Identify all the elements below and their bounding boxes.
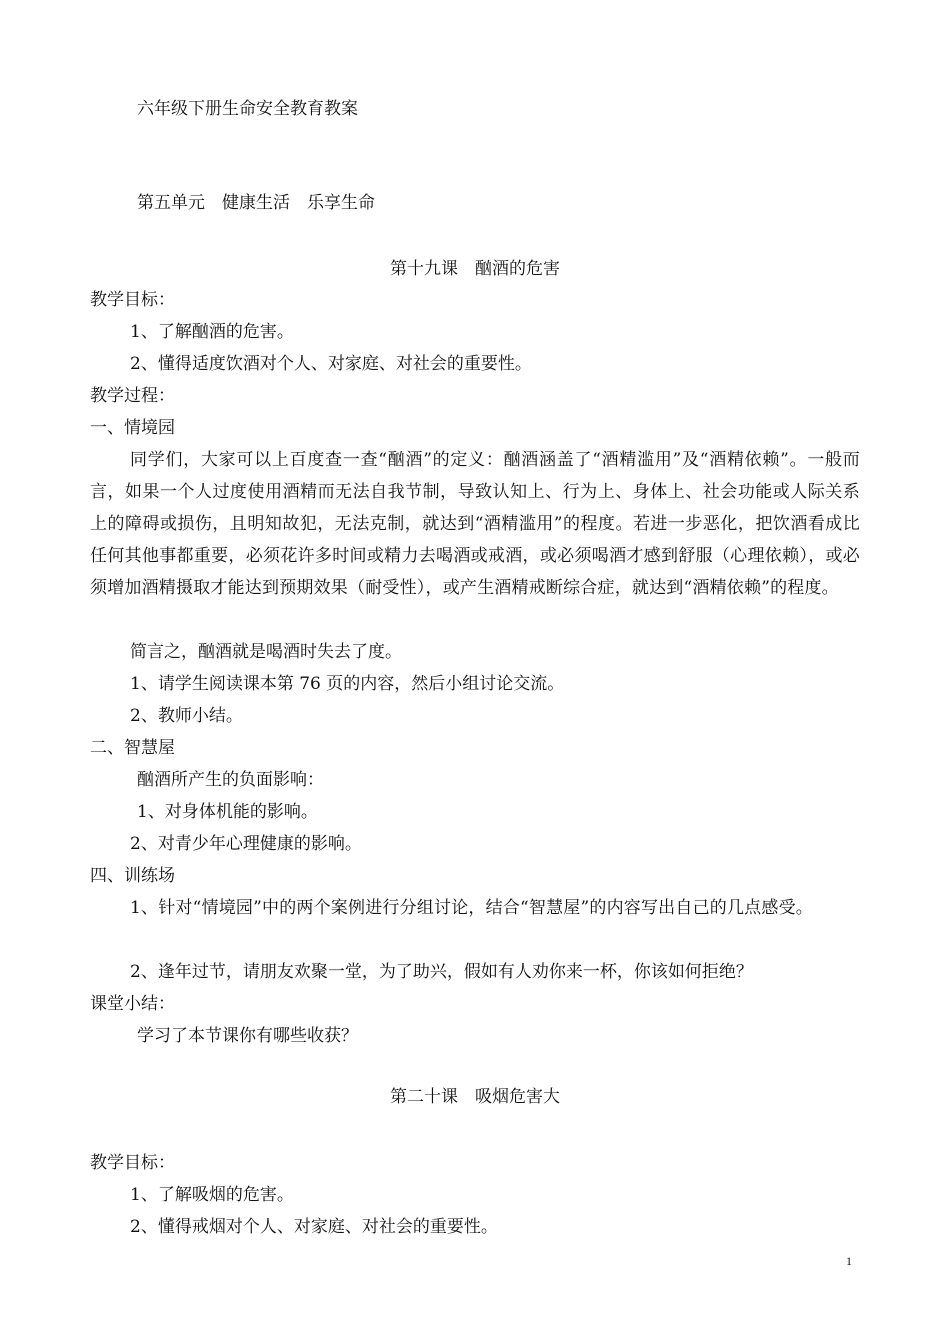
lesson20-goals-heading: 教学目标： [90,1153,175,1173]
section2-intro: 酗酒所产生的负面影响： [137,770,324,790]
unit-title: 第五单元 健康生活 乐享生命 [137,193,375,213]
lesson19-goal-1: 1、了解酗酒的危害。 [130,322,294,342]
section4-heading: 四、训练场 [90,866,175,886]
section2-heading: 二、智慧屋 [90,738,175,758]
section1-item-2: 2、教师小结。 [130,706,243,726]
section2-item-1: 1、对身体机能的影响。 [137,802,318,822]
section1-item-1: 1、请学生阅读课本第 76 页的内容，然后小组讨论交流。 [130,674,565,694]
lesson20-title: 第二十课 吸烟危害大 [390,1087,560,1107]
lesson19-summary-question: 学习了本节课你有哪些收获？ [137,1026,358,1046]
lesson20-goal-2: 2、懂得戒烟对个人、对家庭、对社会的重要性。 [130,1217,498,1237]
lesson19-process-heading: 教学过程： [90,386,175,406]
lesson19-goal-2: 2、懂得适度饮酒对个人、对家庭、对社会的重要性。 [130,354,532,374]
lesson20-goal-1: 1、了解吸烟的危害。 [130,1185,294,1205]
section4-item-1: 1、针对“情境园”中的两个案例进行分组讨论，结合“智慧屋”的内容写出自己的几点感受。 [130,898,813,918]
section4-item-2: 2、逢年过节，请朋友欢聚一堂，为了助兴，假如有人劝你来一杯，你该如何拒绝？ [130,962,753,982]
section1-paragraph: 同学们，大家可以上百度查一查“酗酒”的定义：酗酒涵盖了“酒精滥用”及“酒精依赖”。一般而言，如果一个人过度使用酒精而无法自我节制，导致认知上、行为上、身体上、社会功能或人际关系上的障碍或损伤，且明知故犯，无法克制，就达到“酒精滥用”的程度。若进一步恶化，把饮酒看成比任何其他事都重要，必须花许多时间或精力去喝酒或戒酒，或必须喝酒才感到舒服（心理依赖），或必须增加酒精摄取才能达到预期效果（耐受性），或产生酒精戒断综合症，就达到“酒精依赖”的程度。 [90,450,860,598]
document-title: 六年级下册生命安全教育教案 [137,99,358,119]
lesson19-title: 第十九课 酗酒的危害 [390,259,560,279]
section1-summary-line: 简言之，酗酒就是喝酒时失去了度。 [130,642,402,662]
lesson19-goals-heading: 教学目标： [90,290,175,310]
page-number: 1 [846,1254,852,1268]
section2-item-2: 2、对青少年心理健康的影响。 [130,834,362,854]
section1-heading: 一、情境园 [90,418,175,438]
lesson19-summary-heading: 课堂小结： [90,994,175,1014]
